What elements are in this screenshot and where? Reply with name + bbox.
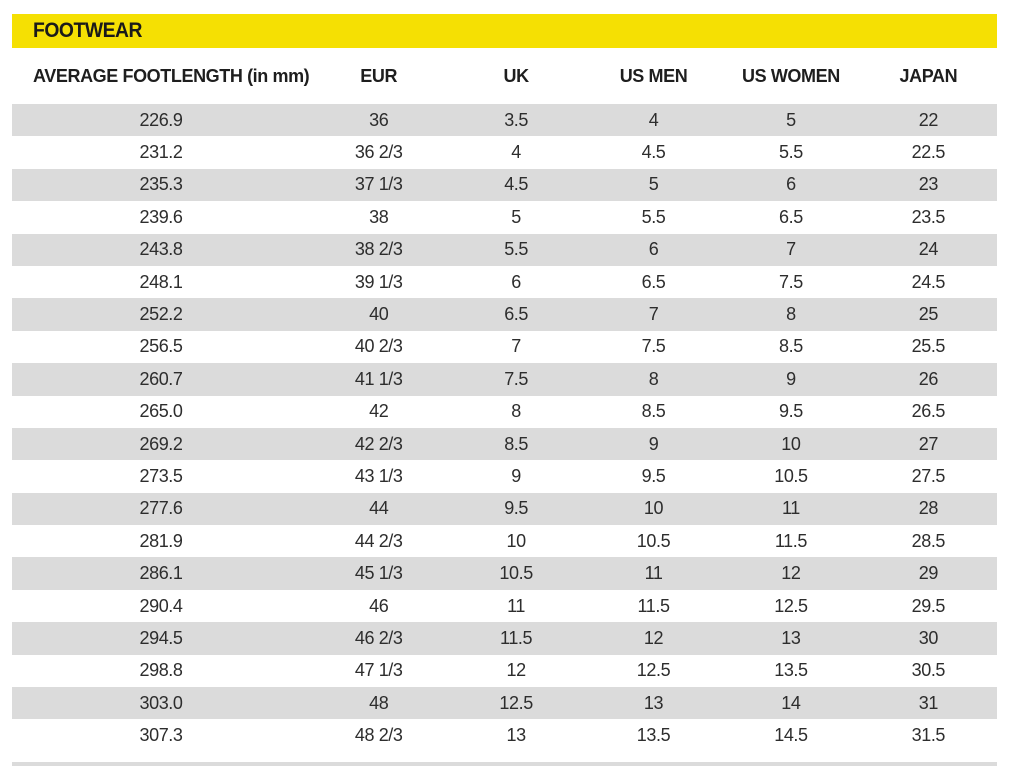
table-row [12, 201, 997, 233]
table-cell-us-men: 9 [648, 433, 659, 454]
table-row [12, 590, 997, 622]
table-cell-us-men: 10 [643, 498, 664, 519]
table-cell-uk: 12 [506, 660, 526, 681]
table-cell-footlength: 269.2 [139, 433, 183, 454]
table-cell-japan: 23.5 [911, 206, 946, 227]
table-cell-japan: 30.5 [911, 660, 946, 681]
table-cell-japan: 22 [918, 109, 938, 130]
table-cell-footlength: 260.7 [139, 368, 183, 389]
table-cell-eur: 42 [369, 401, 389, 422]
table-cell-us-women: 9 [786, 368, 796, 389]
table-cell-us-women: 10 [781, 433, 801, 454]
table-cell-japan: 24 [918, 239, 938, 260]
table-row [12, 104, 997, 136]
header-cell-eur: EUR [360, 65, 398, 86]
table-cell-us-women: 8.5 [779, 336, 803, 357]
size-chart-content [12, 14, 997, 766]
table-cell-us-men: 6 [648, 239, 659, 260]
table-cell-us-women: 13 [781, 627, 801, 648]
table-cell-footlength: 235.3 [139, 174, 183, 195]
table-cell-japan: 23 [918, 174, 938, 195]
table-cell-us-women: 7.5 [779, 271, 803, 292]
table-cell-uk: 6.5 [504, 304, 529, 325]
table-cell-japan: 29 [918, 563, 938, 584]
table-cell-eur: 36 [369, 109, 389, 130]
table-row [12, 557, 997, 589]
table-cell-us-women: 12 [781, 563, 801, 584]
table-row [12, 234, 997, 266]
table-cell-footlength: 243.8 [139, 239, 183, 260]
table-cell-uk: 5.5 [504, 239, 529, 260]
table-cell-us-men: 9.5 [641, 465, 666, 486]
table-cell-us-men: 12 [643, 627, 664, 648]
table-cell-uk: 7 [511, 336, 521, 357]
table-cell-us-women: 5.5 [779, 142, 803, 163]
table-cell-footlength: 303.0 [139, 692, 183, 713]
header-cell-japan: JAPAN [899, 65, 958, 86]
table-cell-us-women: 13.5 [774, 660, 808, 681]
table-cell-japan: 31.5 [911, 725, 946, 746]
table-row [12, 493, 997, 525]
table-row [12, 687, 997, 719]
table-cell-footlength: 248.1 [139, 271, 183, 292]
table-cell-us-women: 14 [781, 692, 801, 713]
table-row [12, 622, 997, 654]
table-cell-footlength: 294.5 [139, 627, 183, 648]
table-cell-us-men: 5.5 [641, 206, 666, 227]
table-cell-us-men: 11 [644, 563, 663, 584]
table-cell-us-men: 12.5 [636, 660, 671, 681]
table-cell-us-women: 6 [786, 174, 796, 195]
table-cell-japan: 26 [918, 368, 938, 389]
table-cell-japan: 28 [918, 498, 938, 519]
table-cell-japan: 24.5 [911, 271, 946, 292]
table-cell-footlength: 286.1 [139, 563, 183, 584]
table-cell-us-women: 7 [786, 239, 796, 260]
table-row [12, 460, 997, 492]
header-cell-uk: UK [503, 65, 529, 86]
table-cell-uk: 12.5 [499, 692, 533, 713]
table-cell-japan: 31 [918, 692, 938, 713]
table-cell-uk: 4.5 [504, 174, 529, 195]
table-cell-eur: 43 1/3 [354, 465, 403, 486]
partial-row-strip [12, 762, 997, 766]
footwear-title-bar [12, 14, 997, 48]
table-cell-us-men: 6.5 [641, 271, 666, 292]
table-cell-us-men: 8.5 [641, 401, 666, 422]
table-cell-japan: 25.5 [911, 336, 946, 357]
table-row [12, 396, 997, 428]
table-cell-us-women: 10.5 [774, 465, 808, 486]
table-cell-us-men: 5 [648, 174, 659, 195]
table-cell-uk: 9.5 [504, 498, 529, 519]
table-cell-eur: 46 2/3 [354, 627, 403, 648]
table-cell-japan: 26.5 [911, 401, 946, 422]
table-cell-uk: 5 [511, 206, 521, 227]
table-cell-eur: 37 1/3 [354, 174, 403, 195]
table-cell-uk: 7.5 [504, 368, 529, 389]
table-cell-us-women: 14.5 [774, 725, 808, 746]
table-row [12, 428, 997, 460]
table-row [12, 719, 997, 751]
table-cell-eur: 40 2/3 [354, 336, 403, 357]
table-cell-footlength: 307.3 [139, 725, 183, 746]
table-cell-eur: 38 2/3 [354, 239, 403, 260]
table-cell-us-women: 12.5 [774, 595, 808, 616]
table-row [12, 298, 997, 330]
table-cell-footlength: 239.6 [139, 206, 183, 227]
table-cell-footlength: 265.0 [139, 401, 183, 422]
table-cell-japan: 28.5 [911, 530, 946, 551]
table-cell-footlength: 290.4 [139, 595, 183, 616]
table-cell-eur: 38 [369, 206, 389, 227]
table-cell-us-men: 10.5 [636, 530, 671, 551]
table-cell-eur: 40 [369, 304, 389, 325]
table-cell-uk: 11 [507, 595, 526, 616]
table-cell-japan: 30 [918, 627, 938, 648]
table-cell-eur: 48 2/3 [354, 725, 403, 746]
table-cell-eur: 41 1/3 [354, 368, 403, 389]
table-cell-footlength: 256.5 [139, 336, 183, 357]
table-row [12, 331, 997, 363]
header-cell-us-women: US WOMEN [742, 65, 840, 86]
table-row [12, 655, 997, 687]
table-cell-eur: 42 2/3 [354, 433, 403, 454]
table-cell-us-women: 9.5 [779, 401, 803, 422]
table-cell-footlength: 277.6 [139, 498, 183, 519]
table-cell-eur: 44 [369, 498, 389, 519]
table-cell-eur: 48 [369, 692, 389, 713]
table-cell-us-men: 7 [648, 304, 659, 325]
table-body [12, 104, 997, 752]
size-conversion-table [12, 48, 997, 752]
table-row [12, 266, 997, 298]
table-cell-uk: 8 [511, 401, 521, 422]
table-cell-us-women: 6.5 [779, 206, 803, 227]
table-cell-us-men: 7.5 [641, 336, 666, 357]
table-row [12, 169, 997, 201]
table-cell-uk: 10.5 [499, 563, 533, 584]
table-cell-footlength: 273.5 [139, 465, 183, 486]
table-cell-uk: 13 [506, 725, 526, 746]
table-row [12, 136, 997, 168]
table-cell-japan: 27 [918, 433, 938, 454]
table-cell-japan: 29.5 [911, 595, 946, 616]
table-cell-eur: 47 1/3 [354, 660, 403, 681]
table-cell-footlength: 281.9 [139, 530, 183, 551]
table-cell-japan: 25 [918, 304, 938, 325]
table-cell-footlength: 226.9 [139, 109, 183, 130]
table-cell-us-women: 8 [786, 304, 796, 325]
table-cell-uk: 10 [506, 530, 526, 551]
table-cell-uk: 8.5 [504, 433, 529, 454]
table-cell-us-men: 11.5 [637, 595, 670, 616]
table-cell-uk: 6 [511, 271, 521, 292]
table-cell-japan: 22.5 [911, 142, 946, 163]
table-cell-us-women: 11.5 [774, 530, 807, 551]
table-cell-uk: 9 [511, 465, 521, 486]
table-cell-us-men: 8 [648, 368, 659, 389]
table-cell-us-men: 4.5 [641, 142, 666, 163]
header-cell-us-men: US MEN [619, 65, 688, 86]
table-cell-eur: 36 2/3 [354, 142, 403, 163]
table-cell-us-men: 13 [643, 692, 664, 713]
table-cell-eur: 44 2/3 [354, 530, 403, 551]
table-cell-footlength: 252.2 [139, 304, 183, 325]
header-cell-footlength: AVERAGE FOOTLENGTH (in mm) [33, 65, 310, 86]
footwear-title: FOOTWEAR [33, 19, 143, 42]
table-cell-us-women: 11 [781, 498, 800, 519]
table-row [12, 363, 997, 395]
table-cell-eur: 39 1/3 [354, 271, 403, 292]
table-cell-footlength: 298.8 [139, 660, 183, 681]
table-cell-uk: 11.5 [500, 627, 533, 648]
table-cell-eur: 45 1/3 [354, 563, 403, 584]
table-cell-footlength: 231.2 [139, 142, 183, 163]
table-cell-us-men: 13.5 [636, 725, 671, 746]
table-cell-japan: 27.5 [911, 465, 946, 486]
table-cell-eur: 46 [369, 595, 389, 616]
table-cell-uk: 3.5 [504, 109, 529, 130]
table-header-row [12, 48, 997, 104]
table-cell-us-women: 5 [786, 109, 796, 130]
table-cell-us-men: 4 [648, 109, 659, 130]
table-cell-uk: 4 [511, 142, 521, 163]
table-row [12, 525, 997, 557]
